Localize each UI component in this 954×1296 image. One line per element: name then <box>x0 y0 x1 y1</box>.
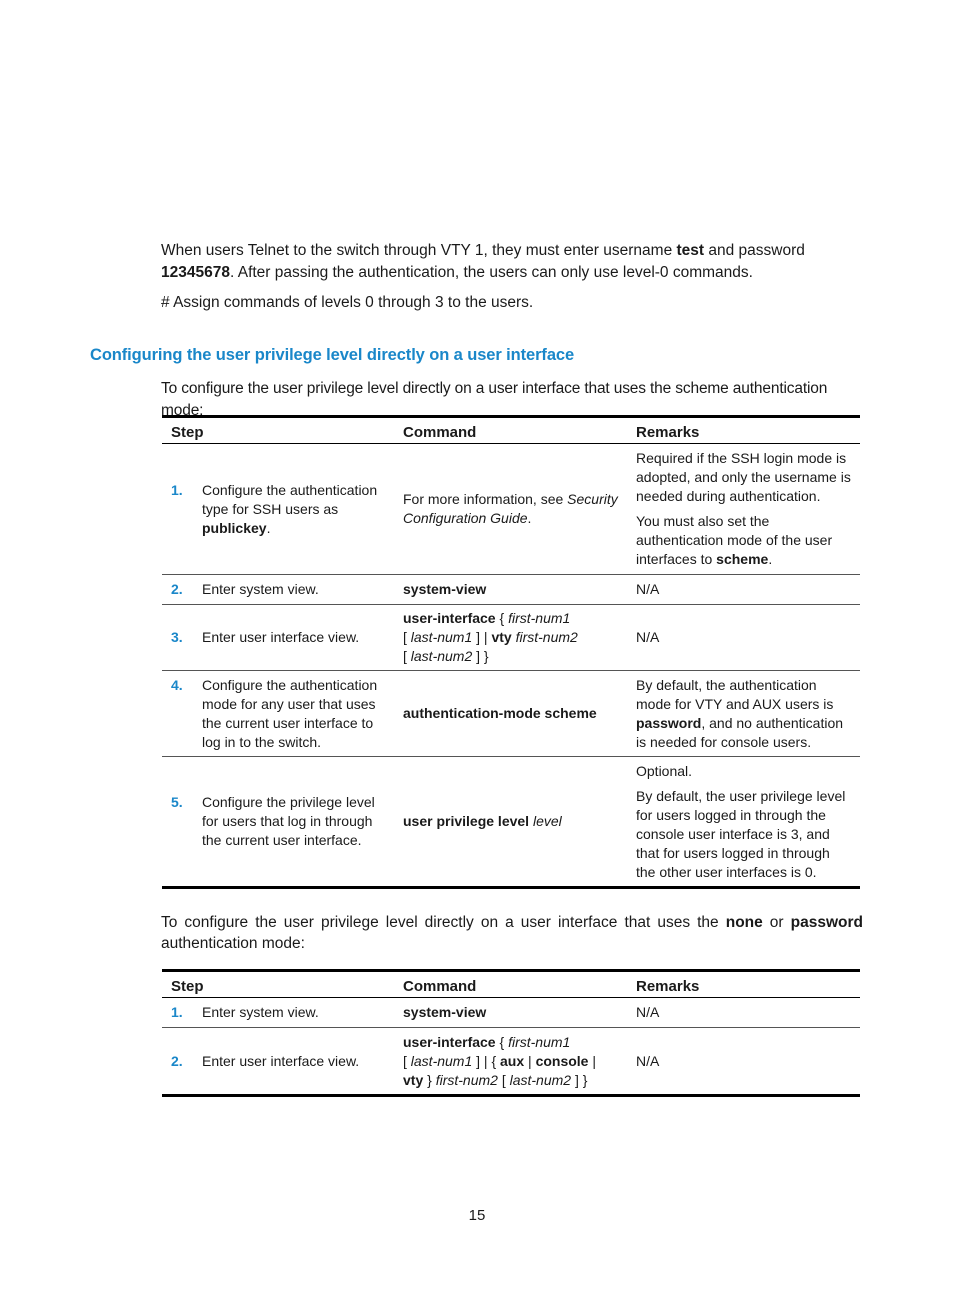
remarks-cell: N/A <box>627 1028 860 1096</box>
step-cell <box>162 444 394 575</box>
command-cell: user privilege level level <box>394 757 627 888</box>
command-cell: For more information, see Security Configuration Guide. <box>394 444 627 575</box>
remarks-cell: N/A <box>627 605 860 671</box>
scheme-steps-table <box>162 415 860 889</box>
remark-text: You must also set the authentication mode of the user interfaces to scheme. <box>636 513 833 567</box>
step-cell <box>162 998 394 1028</box>
table-row <box>162 1028 860 1096</box>
remark-text: Optional. <box>636 762 693 779</box>
step-text: Configure the authentication type for SSH users as publickey. <box>202 481 378 536</box>
step-number: 2. <box>171 581 183 597</box>
remarks-cell: N/A <box>627 575 860 605</box>
command-cell: system-view <box>394 998 627 1028</box>
step-text: Configure the privilege level for users that log in through the current user interface. <box>202 794 375 848</box>
scheme-lead-paragraph: To configure the user privilege level directly on a user interface that uses the scheme authentication mode: <box>161 380 828 419</box>
header-step: Step <box>162 971 394 998</box>
remarks-cell <box>627 757 860 888</box>
header-command: Command <box>394 971 627 998</box>
command-cell: system-view <box>394 575 627 605</box>
table-header-row <box>162 417 860 444</box>
intro-text: When users Telnet to the switch through VTY 1, they must enter username <box>161 242 677 259</box>
header-remarks: Remarks <box>627 417 860 444</box>
step-number: 2. <box>171 1052 183 1069</box>
step-number: 1. <box>171 1004 183 1020</box>
password-value: 12345678 <box>161 264 230 281</box>
step-cell <box>162 1028 394 1096</box>
remark-text: Required if the SSH login mode is adopted, and only the username is needed during authentication. <box>636 450 851 504</box>
step-text: Configure the authentication mode for any user that uses the current user interface to log in to the switch. <box>202 676 378 750</box>
assign-commands-note: # Assign commands of levels 0 through 3 to the users. <box>161 294 534 311</box>
step-number: 3. <box>171 629 183 645</box>
table-row <box>162 575 860 605</box>
step-cell <box>162 605 394 671</box>
header-step: Step <box>162 417 394 444</box>
step-text: Enter user interface view. <box>202 629 360 645</box>
step-text: Enter system view. <box>202 1004 319 1020</box>
remark-text: By default, the user privilege level for users logged in through the console user interface is 3, and that for users logged in through the other user interfaces is 0. <box>636 787 846 880</box>
page-number: 15 <box>468 1207 486 1224</box>
header-remarks: Remarks <box>627 971 860 998</box>
command-cell: user-interface { first-num1 [ last-num1 ] | { aux | console | vty } first-num2 [ last-num2 ] } <box>394 1028 627 1096</box>
intro-text: and password <box>704 242 805 259</box>
section-heading: Configuring the user privilege level directly on a user interface <box>90 346 575 364</box>
table-row <box>162 444 860 575</box>
username-value: test <box>676 242 705 259</box>
step-cell <box>162 575 394 605</box>
table-row <box>162 998 860 1028</box>
table-row <box>162 757 860 888</box>
table-row <box>162 671 860 757</box>
none-password-lead-paragraph: To configure the user privilege level directly on a user interface that uses the none or password authentication mode: <box>161 914 863 952</box>
step-cell <box>162 757 394 888</box>
header-command: Command <box>394 417 627 444</box>
step-number: 5. <box>171 794 183 810</box>
table-header-row <box>162 971 860 998</box>
step-number: 1. <box>171 481 183 498</box>
table-row <box>162 605 860 671</box>
remarks-cell: N/A <box>627 998 860 1028</box>
step-number: 4. <box>171 676 183 693</box>
intro-paragraph <box>161 240 863 284</box>
command-cell: user-interface { first-num1 [ last-num1 ] | vty first-num2 [ last-num2 ] } <box>394 605 627 671</box>
remarks-cell <box>627 444 860 575</box>
intro-text: . After passing the authentication, the users can only use level-0 commands. <box>229 264 753 281</box>
step-text: Enter user interface view. <box>202 1052 360 1069</box>
remarks-cell: By default, the authentication mode for VTY and AUX users is password, and no authentication is needed for console users. <box>627 671 860 757</box>
none-password-steps-table <box>162 969 860 1097</box>
step-text: Enter system view. <box>202 581 319 597</box>
command-cell: authentication-mode scheme <box>394 671 627 757</box>
step-cell <box>162 671 394 757</box>
